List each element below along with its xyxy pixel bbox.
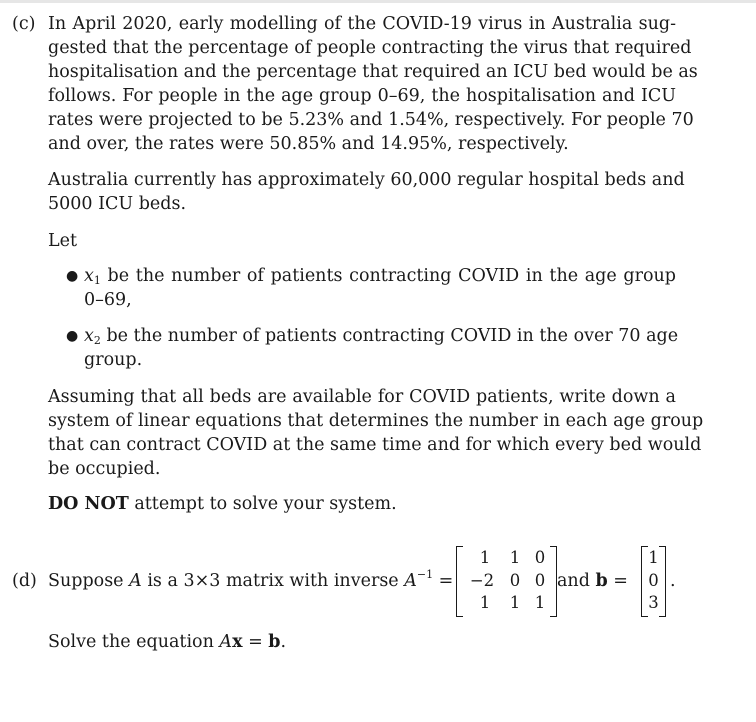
bullet-item-x2: [84, 324, 679, 372]
vector-b: b: [268, 632, 281, 652]
text: Solve the equation: [48, 632, 220, 652]
vector-b-column: [641, 546, 666, 618]
text-line: 5000 ICU beds.: [48, 194, 187, 214]
equals: =: [433, 571, 454, 591]
text-line: that can contract COVID at the same time and for which every bed would: [48, 435, 702, 455]
and-b-text: [557, 569, 628, 593]
part-c-intro-paragraph: [48, 12, 698, 156]
matrix-cell: 0: [534, 548, 546, 567]
matrix-cell: −2: [469, 571, 495, 590]
superscript: −1: [416, 568, 434, 581]
variable-A: A: [129, 571, 142, 591]
left-bracket: [456, 546, 463, 617]
matrix-cell: 1: [509, 548, 521, 567]
part-d-label: (d): [12, 571, 37, 591]
variable-x: x: [84, 326, 94, 346]
text-line: Australia currently has approximately 60,000 regular hospital beds and: [48, 170, 685, 190]
text-line: group.: [84, 350, 143, 370]
part-c-assume-paragraph: [48, 385, 704, 481]
text: Suppose: [48, 571, 130, 591]
text-line: [84, 324, 679, 348]
vector-cell: 3: [648, 593, 659, 612]
text: is a 3×3 matrix with inverse: [141, 571, 405, 591]
text-line: be occupied.: [48, 459, 161, 479]
bullet-item-x1: [84, 264, 676, 312]
matrix-cell: 1: [479, 548, 491, 567]
text-line: Assuming that all beds are available for COVID patients, write down a: [48, 387, 676, 407]
text-line: follows. For people in the age group 0–69, the hospitalisation and ICU: [48, 86, 676, 106]
vector-cell: 0: [648, 571, 659, 590]
matrix-cell: 1: [534, 593, 546, 612]
matrix-cell: 1: [479, 593, 491, 612]
bullet-text: be the number of patients contracting COVID in the age group: [100, 266, 676, 286]
text-line: hospitalisation and the percentage that required an ICU bed would be as: [48, 62, 698, 82]
matrix-cell: 0: [509, 571, 521, 590]
instruction-text: attempt to solve your system.: [128, 494, 397, 514]
subscript: 1: [93, 274, 101, 287]
do-not-bold: DO NOT: [48, 494, 129, 514]
do-not-instruction: [48, 492, 676, 516]
matrix-cell: 1: [509, 593, 521, 612]
equals: =: [242, 632, 269, 652]
part-d-statement: [48, 569, 453, 593]
right-bracket: [550, 546, 557, 617]
vector-x: x: [232, 632, 243, 652]
vector-b: b: [595, 571, 608, 591]
let-text: [48, 229, 676, 253]
text-line: gested that the percentage of people contracting the virus that required: [48, 38, 692, 58]
solve-instruction: [48, 630, 286, 654]
top-border: [0, 0, 756, 3]
period: .: [670, 571, 676, 591]
text: and: [557, 571, 596, 591]
text-line: system of linear equations that determines the number in each age group: [48, 411, 704, 431]
part-c-label: (c): [12, 14, 36, 34]
period: .: [280, 632, 287, 652]
variable-A: A: [219, 632, 233, 652]
bullet-icon: ●: [66, 268, 79, 284]
variable-A: A: [404, 571, 417, 591]
subscript: 2: [93, 334, 101, 347]
bullet-text: be the number of patients contracting COVID in the over 70 age: [100, 326, 679, 346]
text-line: In April 2020, early modelling of the COVID-19 virus in Australia sug-: [48, 14, 676, 34]
bullet-icon: ●: [66, 328, 79, 344]
matrix-cell: 0: [534, 571, 546, 590]
text-line: [48, 492, 676, 516]
text-line: Let: [48, 231, 78, 251]
text-line: 0–69,: [84, 290, 132, 310]
text-line: rates were projected to be 5.23% and 1.54%, respectively. For people 70: [48, 110, 694, 130]
equals: =: [607, 571, 628, 591]
vector-cell: 1: [648, 548, 659, 567]
text-line: and over, the rates were 50.85% and 14.95%, respectively.: [48, 134, 569, 154]
part-c-beds-paragraph: [48, 168, 685, 216]
text-line: [84, 264, 676, 288]
inverse-matrix: [456, 546, 557, 618]
variable-x: x: [84, 266, 94, 286]
